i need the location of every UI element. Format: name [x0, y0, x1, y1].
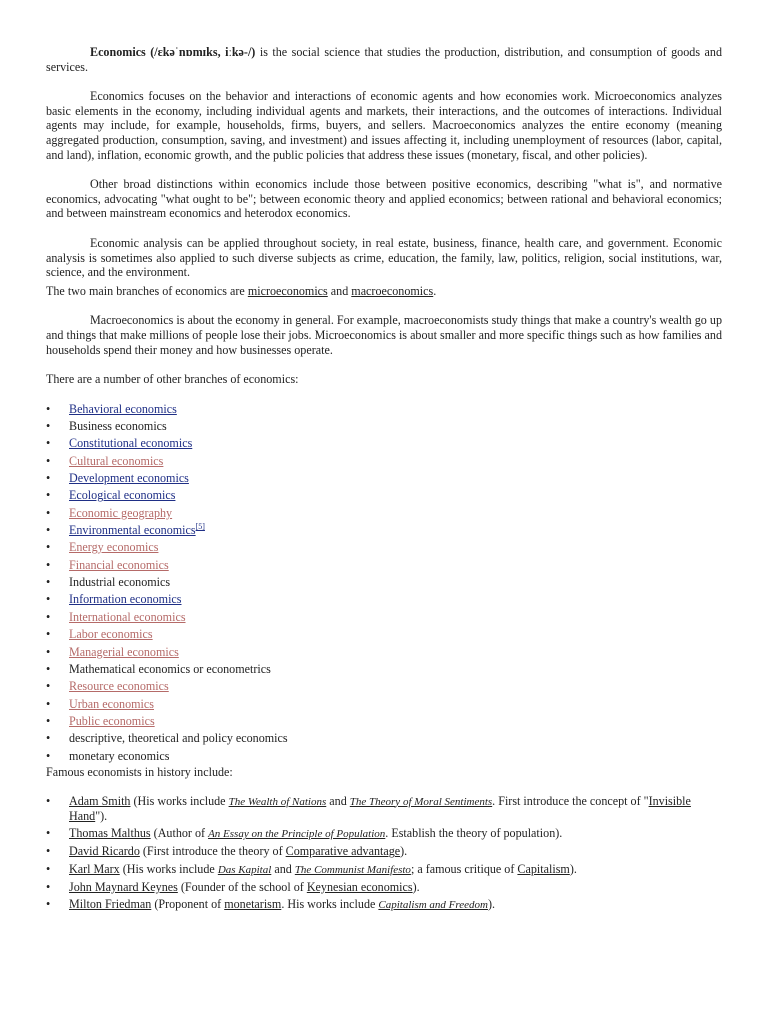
branch-energy-economics-link[interactable]: Energy economics [69, 540, 159, 555]
essay-population-link[interactable]: An Essay on the Principle of Population [208, 828, 386, 841]
branch-environmental-economics-link[interactable]: Environmental economics [69, 523, 196, 538]
branch-labor-economics-link[interactable]: Labor economics [69, 627, 153, 642]
agents-paragraph: Economics focuses on the behavior and interactions of economic agents and how economies work. Microeconomics analyzes basic elements in the economy, including individual agents and markets, their interactions, and the outcomes of interactions. Individual agents may include, for example, households, firms, buyers, and sellers. Macroeconomics analyzes the entire economy (meaning aggregated production, consumption, saving, and investment) and issues affecting it, including unemployment of resources (labor, capital, and land), inflation, economic growth, and the public policies that address these issues (monetary, fiscal, and other policies). [46, 89, 722, 162]
branch-item [46, 730, 722, 747]
branch-descriptive-theoretical-and-policy-economics: descriptive, theoretical and policy economics [69, 731, 288, 746]
macro-paragraph: Macroeconomics is about the economy in general. For example, macroeconomists study things that make a country's wealth go up and things that make millions of people lose their jobs. Microeconomics is about smaller and more specific things such as how families and households spend their money and how businesses operate. [46, 313, 722, 357]
branch-item [46, 418, 722, 435]
branch-information-economics-link[interactable]: Information economics [69, 592, 182, 607]
branch-item [46, 644, 722, 661]
communist-manifesto-link[interactable]: The Communist Manifesto [294, 863, 411, 876]
branches-list [46, 401, 722, 765]
branch-item [46, 487, 722, 504]
branch-item [46, 557, 722, 574]
keynes-link[interactable]: John Maynard Keynes [69, 879, 178, 894]
branch-item [46, 522, 722, 539]
karl-marx-link[interactable]: Karl Marx [69, 861, 120, 876]
branch-item [46, 539, 722, 556]
branch-ecological-economics-link[interactable]: Ecological economics [69, 488, 176, 503]
das-kapital-link[interactable]: Das Kapital [217, 863, 272, 876]
branch-item [46, 748, 722, 765]
branch-item [46, 470, 722, 487]
branch-industrial-economics: Industrial economics [69, 575, 171, 590]
economist-item: • Thomas Malthus (Author of An Essay on the Principle of Population. Establish the theory of population). [46, 826, 722, 842]
branch-item [46, 713, 722, 730]
milton-friedman-link[interactable]: Milton Friedman [69, 897, 152, 912]
adam-smith-link[interactable]: Adam Smith [69, 793, 131, 808]
intro-rest: is the social science that studies the production, distribution, and consumption of goods and services. [46, 45, 722, 74]
branch-constitutional-economics-link[interactable]: Constitutional economics [69, 436, 193, 451]
microeconomics-link[interactable]: microeconomics [247, 283, 328, 298]
branch-item [46, 591, 722, 608]
branch-public-economics-link[interactable]: Public economics [69, 713, 155, 728]
branch-financial-economics-link[interactable]: Financial economics [69, 557, 169, 572]
monetarism-link[interactable]: monetarism [224, 897, 282, 912]
branch-item [46, 505, 722, 522]
branch-monetary-economics: monetary economics [69, 748, 170, 763]
economist-item: • David Ricardo (First introduce the theory of Comparative advantage). [46, 844, 722, 859]
keynesian-economics-link[interactable]: Keynesian economics [306, 879, 413, 894]
branch-international-economics-link[interactable]: International economics [69, 609, 186, 624]
branch-item [46, 453, 722, 470]
branch-business-economics: Business economics [69, 419, 167, 434]
branch-item [46, 661, 722, 678]
famous-intro: Famous economists in history include: [46, 764, 233, 779]
branch-item [46, 626, 722, 643]
moral-sentiments-link[interactable]: The Theory of Moral Sentiments [349, 795, 493, 808]
capitalism-link[interactable]: Capitalism [517, 861, 570, 876]
economist-item: • Karl Marx (His works include Das Kapital and The Communist Manifesto; a famous critique of Capitalism). [46, 862, 722, 878]
economist-item: • John Maynard Keynes (Founder of the school of Keynesian economics). [46, 880, 722, 895]
other-branches-intro: There are a number of other branches of economics: [46, 372, 299, 387]
david-ricardo-link[interactable]: David Ricardo [69, 844, 140, 859]
branch-item [46, 401, 722, 418]
branch-economic-geography-link[interactable]: Economic geography [69, 505, 173, 520]
branch-behavioral-economics-link[interactable]: Behavioral economics [69, 401, 177, 416]
branch-item [46, 609, 722, 626]
analysis-paragraph: Economic analysis can be applied throughout society, in real estate, business, finance, health care, and government. Economic analysis is sometimes also applied to such diverse subjects as crime, education, the family, law, politics, religion, social institutions, war, science, and the environment. [46, 235, 722, 280]
branch-item [46, 696, 722, 713]
economist-item: • Milton Friedman (Proponent of monetarism. His works include Capitalism and Freedom). [46, 897, 722, 913]
branch-resource-economics-link[interactable]: Resource economics [69, 679, 169, 694]
branch-item [46, 435, 722, 452]
macroeconomics-link[interactable]: macroeconomics [351, 283, 434, 298]
citation-superscript[interactable]: [5] [195, 522, 205, 532]
main-branches-line: The two main branches of economics are microeconomics and macroeconomics. [46, 283, 437, 298]
branch-item [46, 574, 722, 591]
document-page [46, 45, 722, 915]
wealth-of-nations-link[interactable]: The Wealth of Nations [228, 795, 327, 808]
distinctions-paragraph: Other broad distinctions within economics include those between positive economics, describing "what is", and normative economics, advocating "what ought to be"; between economic theory and applied economics; between rational and behavioral economics; and between mainstream economics and heterodox economics. [46, 177, 722, 221]
invisible-hand-link[interactable]: Invisible Hand [69, 793, 691, 824]
branch-mathematical-economics-or-econometrics: Mathematical economics or econometrics [69, 661, 271, 676]
comparative-advantage-link[interactable]: Comparative advantage [285, 844, 401, 859]
thomas-malthus-link[interactable]: Thomas Malthus [69, 826, 151, 841]
intro-term: Economics (/ɛkəˈnɒmɪks, iːkə-/) [90, 45, 256, 59]
branch-cultural-economics-link[interactable]: Cultural economics [69, 453, 164, 468]
branch-item [46, 678, 722, 695]
economist-item: • Adam Smith (His works include The Wealth of Nations and The Theory of Moral Sentiments. First introduce the concept of "Invisible Hand"). [46, 794, 722, 824]
branch-development-economics-link[interactable]: Development economics [69, 471, 189, 486]
intro-paragraph [46, 45, 722, 74]
economists-list [46, 794, 722, 913]
branch-urban-economics-link[interactable]: Urban economics [69, 696, 154, 711]
branch-managerial-economics-link[interactable]: Managerial economics [69, 644, 179, 659]
capitalism-and-freedom-link[interactable]: Capitalism and Freedom [378, 899, 488, 912]
